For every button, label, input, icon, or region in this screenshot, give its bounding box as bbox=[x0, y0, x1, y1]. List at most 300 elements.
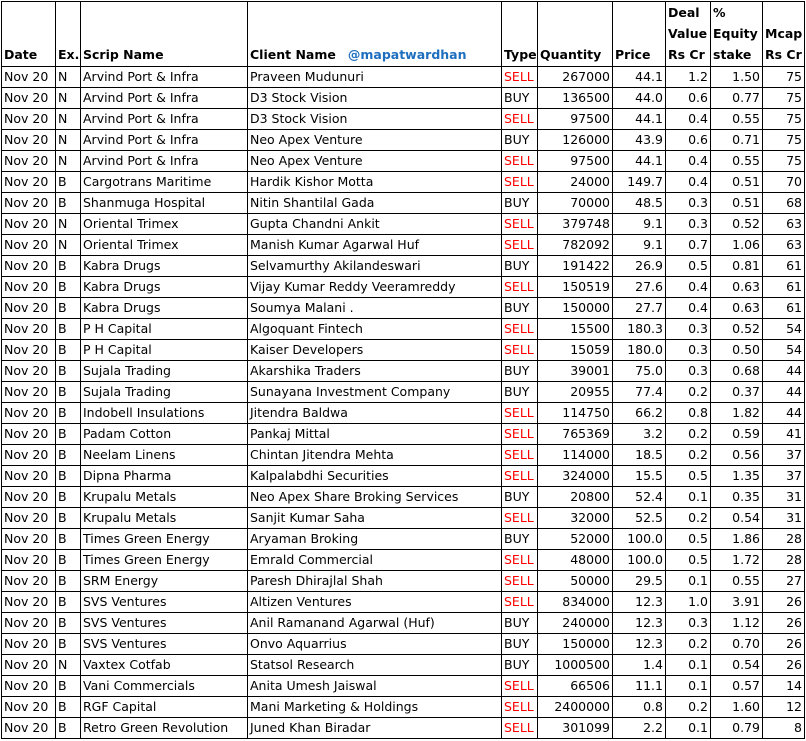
cell-mcap: 26 bbox=[763, 655, 805, 676]
cell-quantity: 150519 bbox=[538, 277, 613, 298]
cell-scrip: SVS Ventures bbox=[81, 592, 248, 613]
cell-exchange: B bbox=[56, 340, 81, 361]
cell-price: 77.4 bbox=[613, 382, 666, 403]
cell-scrip: P H Capital bbox=[81, 340, 248, 361]
cell-deal-value: 1.0 bbox=[666, 592, 711, 613]
cell-price: 3.2 bbox=[613, 424, 666, 445]
cell-equity-stake: 3.91 bbox=[711, 592, 763, 613]
cell-exchange: N bbox=[56, 67, 81, 88]
cell-quantity: 324000 bbox=[538, 466, 613, 487]
cell-mcap: 27 bbox=[763, 571, 805, 592]
cell-quantity: 52000 bbox=[538, 529, 613, 550]
cell-date: Nov 20 bbox=[2, 487, 56, 508]
col-header-scrip[interactable]: Scrip Name bbox=[81, 2, 248, 67]
cell-mcap: 75 bbox=[763, 88, 805, 109]
cell-client: Juned Khan Biradar bbox=[248, 718, 502, 739]
cell-scrip: P H Capital bbox=[81, 319, 248, 340]
table-row[interactable] bbox=[2, 88, 805, 109]
cell-deal-value: 0.2 bbox=[666, 445, 711, 466]
table-row[interactable] bbox=[2, 172, 805, 193]
cell-scrip: Arvind Port & Infra bbox=[81, 88, 248, 109]
cell-quantity: 301099 bbox=[538, 718, 613, 739]
table-row[interactable] bbox=[2, 634, 805, 655]
cell-type: SELL bbox=[502, 508, 538, 529]
cell-date: Nov 20 bbox=[2, 193, 56, 214]
cell-price: 75.0 bbox=[613, 361, 666, 382]
cell-exchange: B bbox=[56, 718, 81, 739]
cell-equity-stake: 0.79 bbox=[711, 718, 763, 739]
col-header-quantity[interactable]: Quantity bbox=[538, 2, 613, 67]
cell-price: 18.5 bbox=[613, 445, 666, 466]
cell-quantity: 240000 bbox=[538, 613, 613, 634]
cell-scrip: Sujala Trading bbox=[81, 382, 248, 403]
cell-price: 29.5 bbox=[613, 571, 666, 592]
cell-scrip: Neelam Linens bbox=[81, 445, 248, 466]
cell-mcap: 61 bbox=[763, 298, 805, 319]
cell-exchange: B bbox=[56, 403, 81, 424]
cell-client: Chintan Jitendra Mehta bbox=[248, 445, 502, 466]
cell-client: Gupta Chandni Ankit bbox=[248, 214, 502, 235]
cell-exchange: B bbox=[56, 592, 81, 613]
cell-equity-stake: 0.71 bbox=[711, 130, 763, 151]
cell-price: 100.0 bbox=[613, 550, 666, 571]
cell-client: Statsol Research bbox=[248, 655, 502, 676]
cell-price: 100.0 bbox=[613, 529, 666, 550]
cell-type: BUY bbox=[502, 529, 538, 550]
cell-equity-stake: 0.57 bbox=[711, 676, 763, 697]
client-header-label: Client Name bbox=[250, 47, 336, 62]
cell-scrip: Arvind Port & Infra bbox=[81, 151, 248, 172]
cell-exchange: B bbox=[56, 361, 81, 382]
col-header-exchange[interactable]: Ex. bbox=[56, 2, 81, 67]
cell-client: Sunayana Investment Company bbox=[248, 382, 502, 403]
cell-equity-stake: 1.86 bbox=[711, 529, 763, 550]
col-header-price[interactable]: Price bbox=[613, 2, 666, 67]
table-row[interactable] bbox=[2, 319, 805, 340]
cell-mcap: 75 bbox=[763, 130, 805, 151]
table-body bbox=[2, 67, 805, 739]
cell-type: SELL bbox=[502, 676, 538, 697]
cell-equity-stake: 1.06 bbox=[711, 235, 763, 256]
cell-equity-stake: 1.60 bbox=[711, 697, 763, 718]
cell-exchange: B bbox=[56, 256, 81, 277]
cell-quantity: 24000 bbox=[538, 172, 613, 193]
cell-type: SELL bbox=[502, 403, 538, 424]
cell-type: BUY bbox=[502, 298, 538, 319]
cell-mcap: 63 bbox=[763, 214, 805, 235]
cell-quantity: 15059 bbox=[538, 340, 613, 361]
cell-mcap: 8 bbox=[763, 718, 805, 739]
cell-price: 1.4 bbox=[613, 655, 666, 676]
cell-equity-stake: 0.55 bbox=[711, 151, 763, 172]
cell-date: Nov 20 bbox=[2, 676, 56, 697]
table-row[interactable] bbox=[2, 235, 805, 256]
cell-date: Nov 20 bbox=[2, 340, 56, 361]
cell-date: Nov 20 bbox=[2, 613, 56, 634]
cell-equity-stake: 0.37 bbox=[711, 382, 763, 403]
cell-deal-value: 0.4 bbox=[666, 277, 711, 298]
col-header-date[interactable]: Date bbox=[2, 2, 56, 67]
cell-mcap: 75 bbox=[763, 109, 805, 130]
cell-mcap: 28 bbox=[763, 550, 805, 571]
cell-scrip: Oriental Trimex bbox=[81, 214, 248, 235]
cell-deal-value: 0.5 bbox=[666, 550, 711, 571]
cell-mcap: 70 bbox=[763, 172, 805, 193]
cell-mcap: 63 bbox=[763, 235, 805, 256]
cell-deal-value: 0.1 bbox=[666, 487, 711, 508]
cell-type: SELL bbox=[502, 235, 538, 256]
cell-type: BUY bbox=[502, 487, 538, 508]
bulk-deals-table bbox=[1, 1, 805, 739]
cell-exchange: B bbox=[56, 676, 81, 697]
table-row[interactable] bbox=[2, 424, 805, 445]
cell-equity-stake: 1.12 bbox=[711, 613, 763, 634]
cell-date: Nov 20 bbox=[2, 88, 56, 109]
table-row[interactable] bbox=[2, 718, 805, 739]
cell-date: Nov 20 bbox=[2, 424, 56, 445]
cell-type: BUY bbox=[502, 655, 538, 676]
cell-exchange: B bbox=[56, 697, 81, 718]
cell-deal-value: 0.7 bbox=[666, 235, 711, 256]
cell-client: Pankaj Mittal bbox=[248, 424, 502, 445]
cell-date: Nov 20 bbox=[2, 172, 56, 193]
cell-deal-value: 0.4 bbox=[666, 172, 711, 193]
cell-deal-value: 0.1 bbox=[666, 655, 711, 676]
cell-type: SELL bbox=[502, 340, 538, 361]
cell-date: Nov 20 bbox=[2, 130, 56, 151]
cell-mcap: 26 bbox=[763, 613, 805, 634]
table-row[interactable] bbox=[2, 193, 805, 214]
cell-exchange: N bbox=[56, 109, 81, 130]
cell-type: SELL bbox=[502, 466, 538, 487]
cell-price: 0.8 bbox=[613, 697, 666, 718]
cell-quantity: 150000 bbox=[538, 298, 613, 319]
cell-client: Paresh Dhirajlal Shah bbox=[248, 571, 502, 592]
col-header-deal-value[interactable]: Deal Value Rs Cr bbox=[666, 2, 711, 67]
cell-client: Altizen Ventures bbox=[248, 592, 502, 613]
cell-date: Nov 20 bbox=[2, 235, 56, 256]
cell-exchange: B bbox=[56, 487, 81, 508]
cell-type: BUY bbox=[502, 88, 538, 109]
cell-type: BUY bbox=[502, 130, 538, 151]
cell-exchange: B bbox=[56, 466, 81, 487]
cell-scrip: Retro Green Revolution bbox=[81, 718, 248, 739]
cell-type: BUY bbox=[502, 382, 538, 403]
cell-exchange: B bbox=[56, 571, 81, 592]
cell-scrip: Vaxtex Cotfab bbox=[81, 655, 248, 676]
cell-scrip: Oriental Trimex bbox=[81, 235, 248, 256]
cell-price: 52.5 bbox=[613, 508, 666, 529]
cell-mcap: 37 bbox=[763, 466, 805, 487]
cell-deal-value: 0.1 bbox=[666, 571, 711, 592]
table-row[interactable] bbox=[2, 130, 805, 151]
cell-mcap: 54 bbox=[763, 340, 805, 361]
cell-deal-value: 0.3 bbox=[666, 193, 711, 214]
cell-client: Kalpalabdhi Securities bbox=[248, 466, 502, 487]
cell-deal-value: 0.6 bbox=[666, 88, 711, 109]
cell-quantity: 50000 bbox=[538, 571, 613, 592]
cell-deal-value: 0.4 bbox=[666, 298, 711, 319]
table-row[interactable] bbox=[2, 109, 805, 130]
cell-type: SELL bbox=[502, 172, 538, 193]
cell-quantity: 97500 bbox=[538, 109, 613, 130]
cell-exchange: B bbox=[56, 445, 81, 466]
cell-date: Nov 20 bbox=[2, 571, 56, 592]
table-row[interactable] bbox=[2, 214, 805, 235]
cell-deal-value: 0.5 bbox=[666, 466, 711, 487]
cell-exchange: B bbox=[56, 319, 81, 340]
table-row[interactable] bbox=[2, 256, 805, 277]
cell-mcap: 31 bbox=[763, 487, 805, 508]
cell-mcap: 75 bbox=[763, 151, 805, 172]
table-row[interactable] bbox=[2, 151, 805, 172]
cell-client: Kaiser Developers bbox=[248, 340, 502, 361]
cell-exchange: N bbox=[56, 151, 81, 172]
cell-deal-value: 0.5 bbox=[666, 256, 711, 277]
cell-client: Emrald Commercial bbox=[248, 550, 502, 571]
table-row[interactable] bbox=[2, 277, 805, 298]
cell-equity-stake: 1.82 bbox=[711, 403, 763, 424]
cell-type: SELL bbox=[502, 214, 538, 235]
cell-client: Neo Apex Venture bbox=[248, 130, 502, 151]
cell-deal-value: 0.2 bbox=[666, 634, 711, 655]
cell-client: Manish Kumar Agarwal Huf bbox=[248, 235, 502, 256]
cell-client: Neo Apex Venture bbox=[248, 151, 502, 172]
cell-date: Nov 20 bbox=[2, 277, 56, 298]
cell-equity-stake: 1.72 bbox=[711, 550, 763, 571]
cell-date: Nov 20 bbox=[2, 592, 56, 613]
cell-scrip: Indobell Insulations bbox=[81, 403, 248, 424]
cell-quantity: 782092 bbox=[538, 235, 613, 256]
cell-quantity: 150000 bbox=[538, 634, 613, 655]
cell-client: Mani Marketing & Holdings bbox=[248, 697, 502, 718]
cell-mcap: 75 bbox=[763, 67, 805, 88]
cell-mcap: 54 bbox=[763, 319, 805, 340]
cell-equity-stake: 0.63 bbox=[711, 277, 763, 298]
cell-price: 27.7 bbox=[613, 298, 666, 319]
cell-deal-value: 0.3 bbox=[666, 214, 711, 235]
cell-price: 12.3 bbox=[613, 634, 666, 655]
cell-equity-stake: 0.51 bbox=[711, 193, 763, 214]
cell-deal-value: 0.1 bbox=[666, 718, 711, 739]
cell-scrip: SRM Energy bbox=[81, 571, 248, 592]
cell-quantity: 39001 bbox=[538, 361, 613, 382]
cell-quantity: 66506 bbox=[538, 676, 613, 697]
cell-date: Nov 20 bbox=[2, 529, 56, 550]
cell-date: Nov 20 bbox=[2, 550, 56, 571]
cell-price: 9.1 bbox=[613, 235, 666, 256]
cell-exchange: B bbox=[56, 529, 81, 550]
cell-price: 2.2 bbox=[613, 718, 666, 739]
table-row[interactable] bbox=[2, 655, 805, 676]
cell-mcap: 26 bbox=[763, 634, 805, 655]
cell-mcap: 37 bbox=[763, 445, 805, 466]
cell-equity-stake: 0.55 bbox=[711, 571, 763, 592]
cell-deal-value: 0.8 bbox=[666, 403, 711, 424]
cell-price: 26.9 bbox=[613, 256, 666, 277]
cell-mcap: 68 bbox=[763, 193, 805, 214]
cell-date: Nov 20 bbox=[2, 634, 56, 655]
table-row[interactable] bbox=[2, 382, 805, 403]
cell-price: 12.3 bbox=[613, 613, 666, 634]
cell-deal-value: 0.3 bbox=[666, 319, 711, 340]
cell-type: SELL bbox=[502, 571, 538, 592]
cell-quantity: 2400000 bbox=[538, 697, 613, 718]
cell-scrip: Dipna Pharma bbox=[81, 466, 248, 487]
cell-mcap: 44 bbox=[763, 361, 805, 382]
cell-price: 27.6 bbox=[613, 277, 666, 298]
cell-exchange: B bbox=[56, 172, 81, 193]
cell-quantity: 15500 bbox=[538, 319, 613, 340]
cell-client: Vijay Kumar Reddy Veeramreddy bbox=[248, 277, 502, 298]
cell-quantity: 48000 bbox=[538, 550, 613, 571]
cell-equity-stake: 0.63 bbox=[711, 298, 763, 319]
cell-mcap: 14 bbox=[763, 676, 805, 697]
col-header-client[interactable] bbox=[248, 2, 502, 67]
cell-equity-stake: 0.59 bbox=[711, 424, 763, 445]
cell-equity-stake: 0.50 bbox=[711, 340, 763, 361]
table-row[interactable] bbox=[2, 466, 805, 487]
cell-exchange: N bbox=[56, 214, 81, 235]
cell-quantity: 191422 bbox=[538, 256, 613, 277]
cell-scrip: Arvind Port & Infra bbox=[81, 67, 248, 88]
cell-equity-stake: 0.56 bbox=[711, 445, 763, 466]
table-row[interactable] bbox=[2, 529, 805, 550]
table-row[interactable] bbox=[2, 67, 805, 88]
cell-price: 180.3 bbox=[613, 319, 666, 340]
cell-client: Hardik Kishor Motta bbox=[248, 172, 502, 193]
cell-exchange: B bbox=[56, 193, 81, 214]
cell-type: BUY bbox=[502, 613, 538, 634]
cell-exchange: N bbox=[56, 655, 81, 676]
cell-quantity: 20955 bbox=[538, 382, 613, 403]
cell-type: SELL bbox=[502, 151, 538, 172]
table-row[interactable] bbox=[2, 361, 805, 382]
table-row[interactable] bbox=[2, 592, 805, 613]
cell-deal-value: 0.2 bbox=[666, 382, 711, 403]
cell-equity-stake: 0.54 bbox=[711, 655, 763, 676]
cell-quantity: 97500 bbox=[538, 151, 613, 172]
cell-equity-stake: 1.50 bbox=[711, 67, 763, 88]
cell-date: Nov 20 bbox=[2, 256, 56, 277]
cell-exchange: B bbox=[56, 382, 81, 403]
cell-quantity: 834000 bbox=[538, 592, 613, 613]
cell-quantity: 20800 bbox=[538, 487, 613, 508]
cell-client: Anil Ramanand Agarwal (Huf) bbox=[248, 613, 502, 634]
cell-exchange: N bbox=[56, 130, 81, 151]
cell-price: 66.2 bbox=[613, 403, 666, 424]
table-row[interactable] bbox=[2, 571, 805, 592]
cell-equity-stake: 0.70 bbox=[711, 634, 763, 655]
cell-client: Nitin Shantilal Gada bbox=[248, 193, 502, 214]
cell-mcap: 28 bbox=[763, 529, 805, 550]
cell-equity-stake: 0.81 bbox=[711, 256, 763, 277]
cell-equity-stake: 0.52 bbox=[711, 214, 763, 235]
cell-quantity: 1000500 bbox=[538, 655, 613, 676]
cell-price: 12.3 bbox=[613, 592, 666, 613]
cell-equity-stake: 0.55 bbox=[711, 109, 763, 130]
cell-quantity: 379748 bbox=[538, 214, 613, 235]
cell-client: Praveen Mudunuri bbox=[248, 67, 502, 88]
cell-date: Nov 20 bbox=[2, 214, 56, 235]
cell-exchange: B bbox=[56, 550, 81, 571]
cell-date: Nov 20 bbox=[2, 697, 56, 718]
cell-equity-stake: 0.51 bbox=[711, 172, 763, 193]
cell-deal-value: 0.2 bbox=[666, 424, 711, 445]
cell-client: D3 Stock Vision bbox=[248, 88, 502, 109]
cell-scrip: Padam Cotton bbox=[81, 424, 248, 445]
table-row[interactable] bbox=[2, 340, 805, 361]
table-row[interactable] bbox=[2, 550, 805, 571]
cell-quantity: 114750 bbox=[538, 403, 613, 424]
cell-scrip: Vani Commercials bbox=[81, 676, 248, 697]
cell-equity-stake: 0.35 bbox=[711, 487, 763, 508]
cell-scrip: Times Green Energy bbox=[81, 550, 248, 571]
cell-deal-value: 0.2 bbox=[666, 697, 711, 718]
cell-type: SELL bbox=[502, 445, 538, 466]
cell-type: BUY bbox=[502, 256, 538, 277]
cell-date: Nov 20 bbox=[2, 109, 56, 130]
table-row[interactable] bbox=[2, 676, 805, 697]
cell-date: Nov 20 bbox=[2, 298, 56, 319]
table-row[interactable] bbox=[2, 487, 805, 508]
cell-price: 52.4 bbox=[613, 487, 666, 508]
cell-deal-value: 0.3 bbox=[666, 361, 711, 382]
table-row[interactable] bbox=[2, 508, 805, 529]
cell-quantity: 114000 bbox=[538, 445, 613, 466]
cell-type: SELL bbox=[502, 592, 538, 613]
table-row[interactable] bbox=[2, 445, 805, 466]
cell-exchange: B bbox=[56, 424, 81, 445]
cell-deal-value: 0.6 bbox=[666, 130, 711, 151]
cell-price: 44.1 bbox=[613, 151, 666, 172]
cell-type: BUY bbox=[502, 361, 538, 382]
table-row[interactable] bbox=[2, 613, 805, 634]
cell-price: 180.0 bbox=[613, 340, 666, 361]
cell-scrip: Arvind Port & Infra bbox=[81, 109, 248, 130]
cell-equity-stake: 0.77 bbox=[711, 88, 763, 109]
table-row[interactable] bbox=[2, 298, 805, 319]
cell-type: SELL bbox=[502, 550, 538, 571]
table-row[interactable] bbox=[2, 403, 805, 424]
cell-client: Aryaman Broking bbox=[248, 529, 502, 550]
cell-client: Neo Apex Share Broking Services bbox=[248, 487, 502, 508]
col-header-equity-stake[interactable]: % Equity stake bbox=[711, 2, 763, 67]
col-header-mcap[interactable]: Mcap Rs Cr bbox=[763, 2, 805, 67]
cell-quantity: 136500 bbox=[538, 88, 613, 109]
cell-equity-stake: 1.35 bbox=[711, 466, 763, 487]
cell-date: Nov 20 bbox=[2, 508, 56, 529]
cell-type: BUY bbox=[502, 193, 538, 214]
cell-scrip: Times Green Energy bbox=[81, 529, 248, 550]
cell-price: 43.9 bbox=[613, 130, 666, 151]
cell-quantity: 32000 bbox=[538, 508, 613, 529]
cell-deal-value: 0.3 bbox=[666, 340, 711, 361]
cell-scrip: Kabra Drugs bbox=[81, 277, 248, 298]
cell-client: Onvo Aquarrius bbox=[248, 634, 502, 655]
table-row[interactable] bbox=[2, 697, 805, 718]
cell-mcap: 44 bbox=[763, 382, 805, 403]
cell-scrip: Sujala Trading bbox=[81, 361, 248, 382]
cell-scrip: Kabra Drugs bbox=[81, 256, 248, 277]
cell-deal-value: 0.4 bbox=[666, 109, 711, 130]
cell-scrip: Krupalu Metals bbox=[81, 508, 248, 529]
cell-mcap: 61 bbox=[763, 256, 805, 277]
col-header-type[interactable]: Type bbox=[502, 2, 538, 67]
cell-deal-value: 0.4 bbox=[666, 151, 711, 172]
cell-quantity: 267000 bbox=[538, 67, 613, 88]
cell-price: 48.5 bbox=[613, 193, 666, 214]
